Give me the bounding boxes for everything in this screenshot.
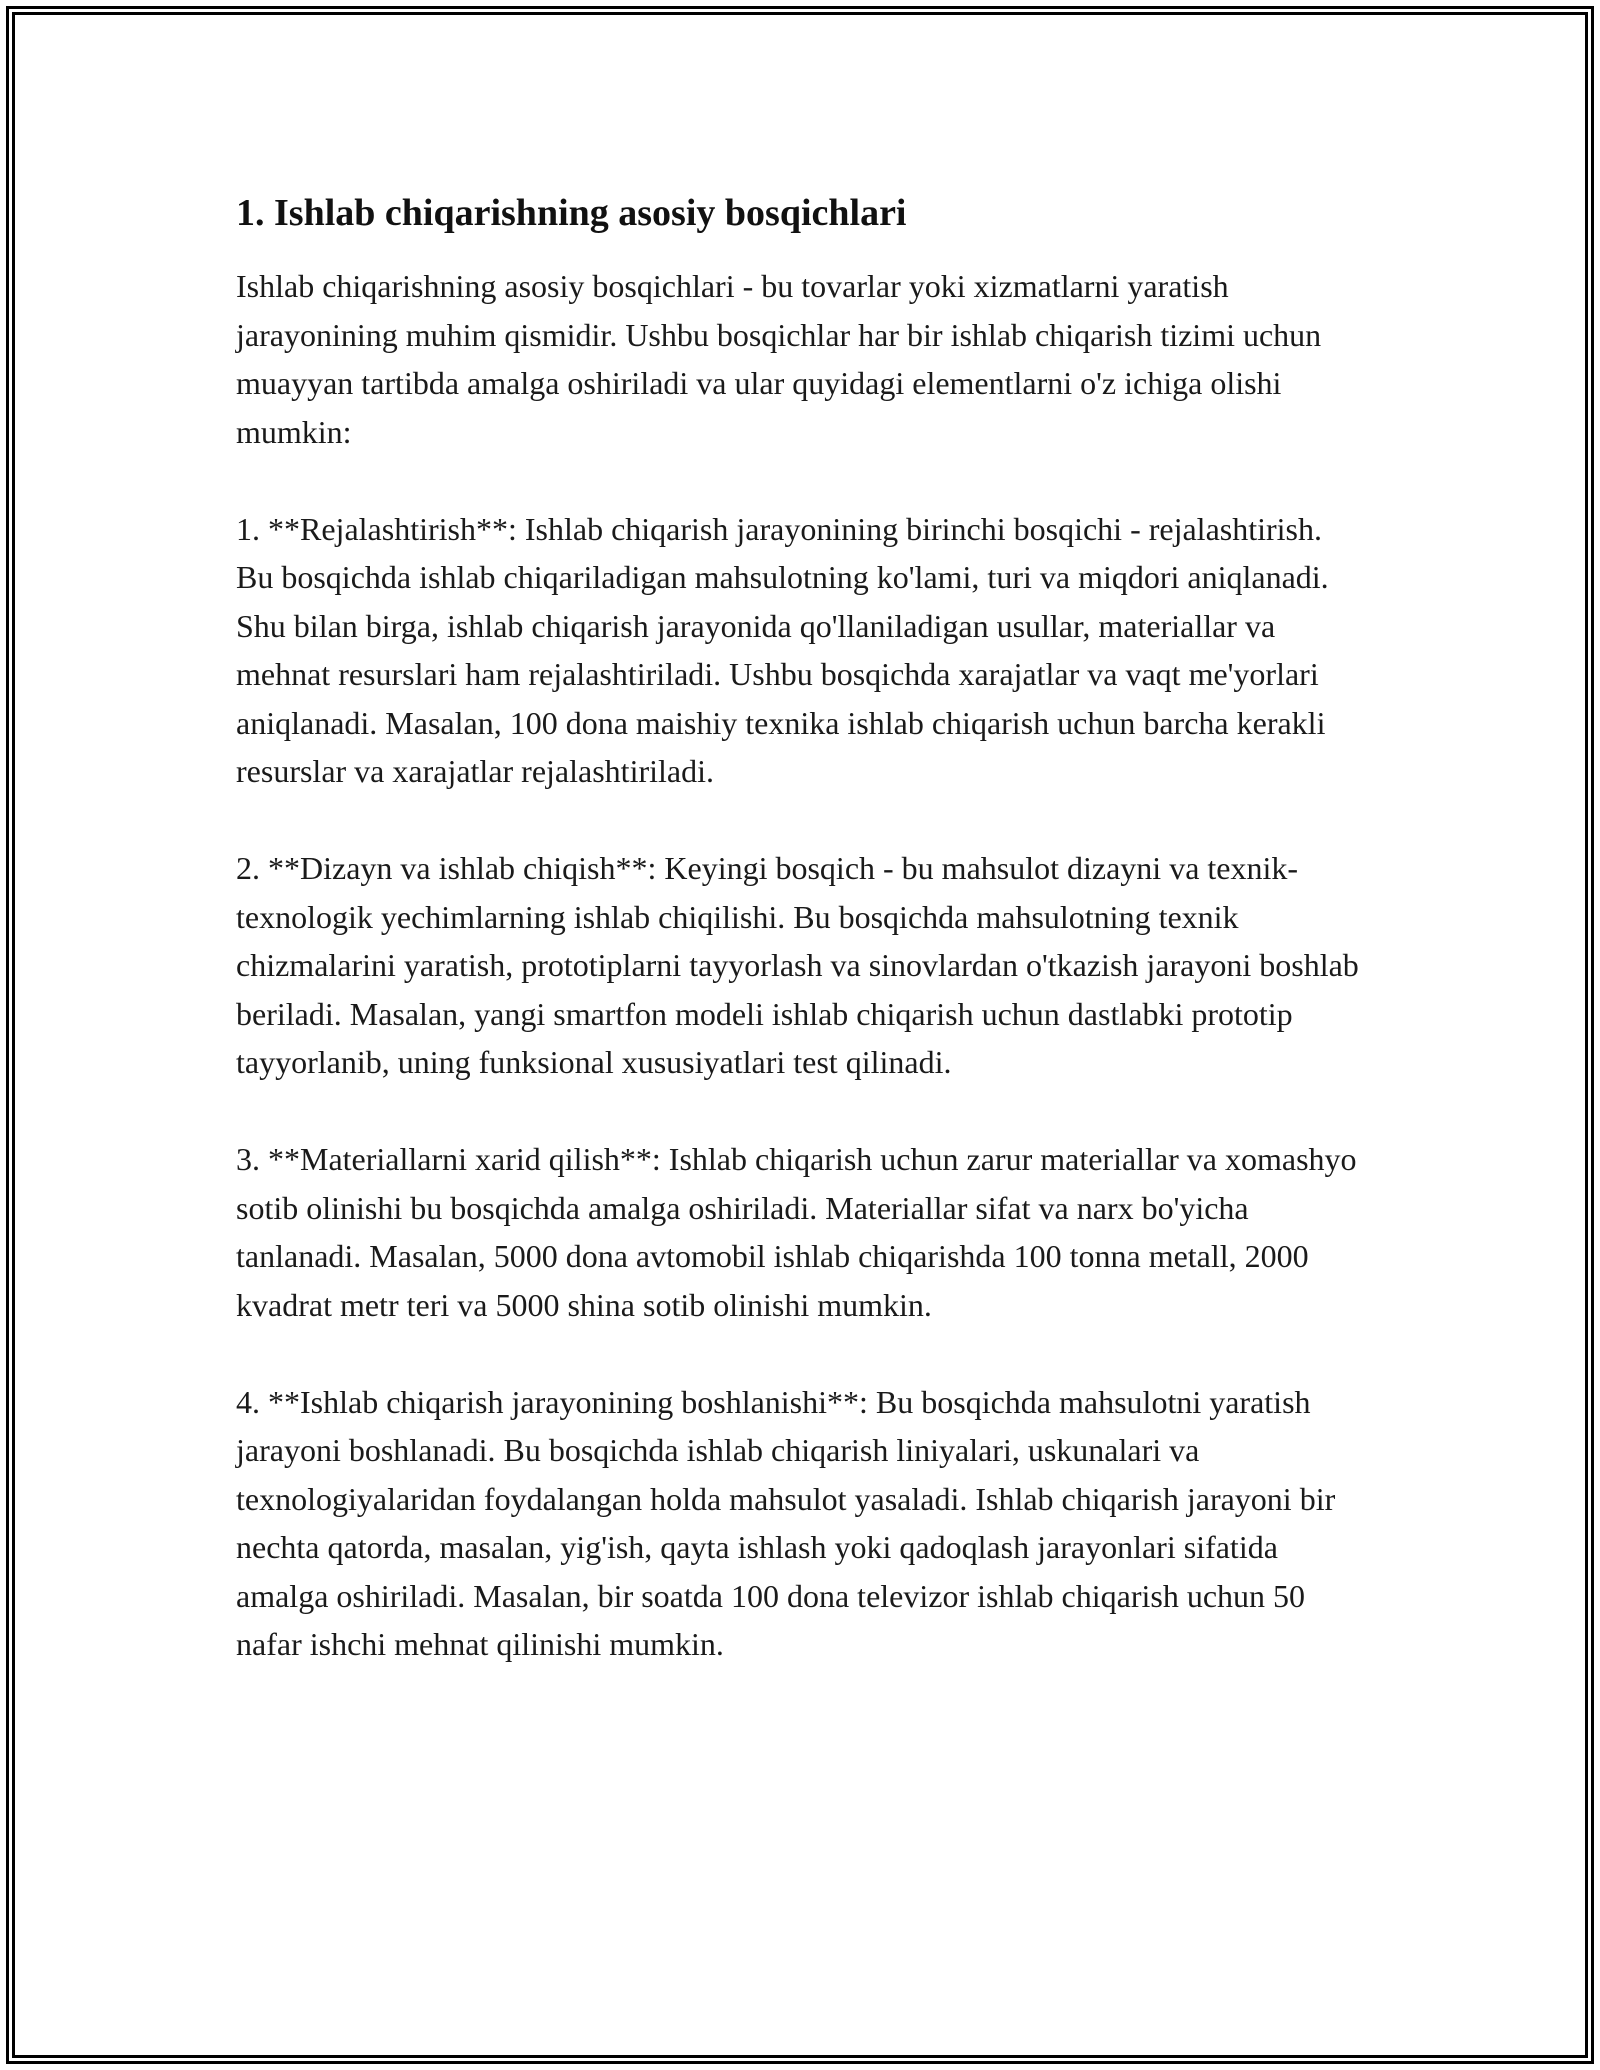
document-body: [236, 186, 1366, 1717]
paragraph-production-start: 4. **Ishlab chiqarish jarayonining boshlanishi**: Bu bosqichda mahsulotni yaratish jarayoni boshlanadi. Bu bosqichda ishlab chiqarish liniyalari, uskunalari va texnologiyalaridan foydalangan holda mahsulot yasaladi. Ishlab chiqarish jarayoni bir nechta qatorda, masalan, yig'ish, qayta ishlash yoki qadoqlash jarayonlari sifatida amalga oshiriladi. Masalan, bir soatda 100 dona televizor ishlab chiqarish uchun 50 nafar ishchi mehnat qilinishi mumkin.: [236, 1383, 1336, 1662]
paragraph-design: 2. **Dizayn va ishlab chiqish**: Keyingi bosqich - bu mahsulot dizayni va texnik-texnologik yechimlarning ishlab chiqilishi. Bu bosqichda mahsulotning texnik chizmalarini yaratish, prototiplarni tayyorlash va sinovlardan o'tkazish jarayoni boshlab beriladi. Masalan, yangi smartfon modeli ishlab chiqarish uchun dastlabki prototip tayyorlanib, uning funksional xususiyatlari test qilinadi.: [236, 850, 1359, 1080]
paragraph-materials: 3. **Materiallarni xarid qilish**: Ishlab chiqarish uchun zarur materiallar va xomashyo sotib olinishi bu bosqichda amalga oshiriladi. Materiallar sifat va narx bo'yicha tanlanadi. Masalan, 5000 dona avtomobil ishlab chiqarishda 100 tonna metall, 2000 kvadrat metr teri va 5000 shina sotib olinishi mumkin.: [236, 1141, 1357, 1323]
paragraph-planning: 1. **Rejalashtirish**: Ishlab chiqarish jarayonining birinchi bosqichi - rejalashtirish. Bu bosqichda ishlab chiqariladigan mahsulotning ko'lami, turi va miqdori aniqlanadi. Shu bilan birga, ishlab chiqarish jarayonida qo'llaniladigan usullar, materiallar va mehnat resurslari ham rejalashtiriladi. Ushbu bosqichda xarajatlar va vaqt me'yorlari aniqlanadi. Masalan, 100 dona maishiy texnika ishlab chiqarish uchun barcha kerakli resurslar va xarajatlar rejalashtiriladi.: [236, 510, 1329, 789]
section-heading: 1. Ishlab chiqarishning asosiy bosqichlari: [236, 192, 907, 234]
intro-paragraph: Ishlab chiqarishning asosiy bosqichlari - bu tovarlar yoki xizmatlarni yaratish jarayonining muhim qismidir. Ushbu bosqichlar har bir ishlab chiqarish tizimi uchun muayyan tartibda amalga oshiriladi va ular quyidagi elementlarni o'z ichiga olishi mumkin:: [236, 268, 1322, 450]
